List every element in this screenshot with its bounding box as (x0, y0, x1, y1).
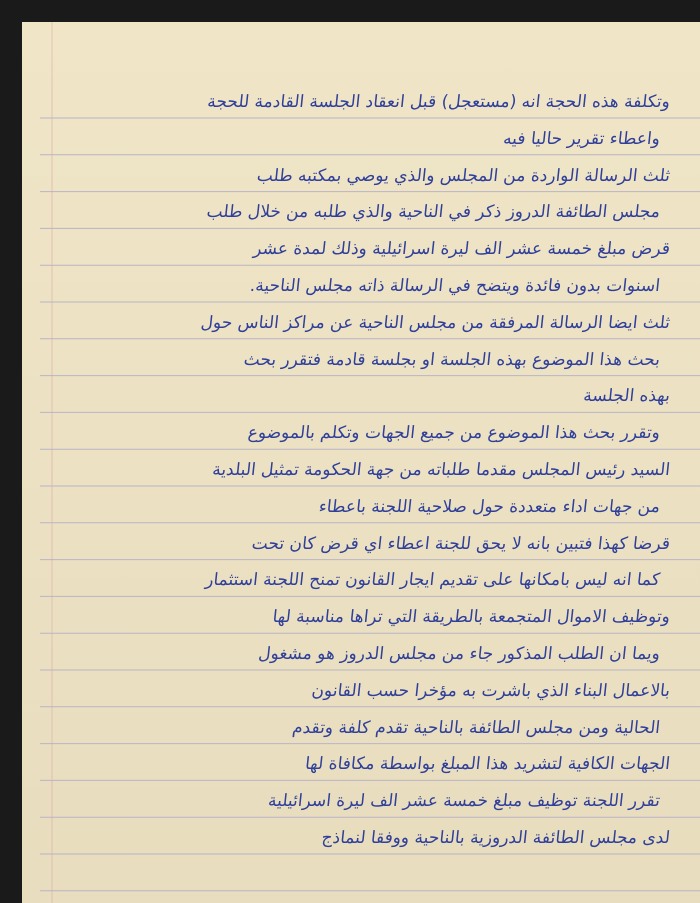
text-line: وتقرر بحث هذا الموضوع من جميع الجهات وتكلم بالموضوع (246, 423, 662, 444)
text-line: الحالية ومن مجلس الطائفة بالناحية تقدم كلفة وتقدم (291, 717, 662, 738)
text-line: وتوظيف الاموال المتجمعة بالطريقة التي تراها مناسبة لها (271, 607, 672, 628)
text-line: ثلث ايضا الرسالة المرفقة من مجلس الناحية عن مراكز الناس حول (199, 312, 672, 333)
text-line: واعطاء تقرير حاليا فيه (502, 128, 662, 149)
text-line: الجهات الكافية لتشريد هذا المبلغ بواسطة مكافاة لها (304, 754, 672, 775)
text-line: كما انه ليس بامكانها على تقديم ايجار القانون تمنح اللجنة استثمار (204, 570, 662, 591)
text-line: بهذه الجلسة (582, 386, 672, 407)
text-line: تقرر اللجنة توظيف مبلغ خمسة عشر الف ليرة اسرائيلية (267, 791, 662, 812)
text-line: لدى مجلس الطائفة الدروزية بالناحية ووفقا لنماذج (320, 828, 672, 848)
text-line: السيد رئيس المجلس مقدما طلباته من جهة الحكومة تمثيل البلدية (211, 460, 672, 480)
text-line: اسنوات بدون فائدة ويتضح في الرسالة ذاته مجلس الناحية. (248, 276, 662, 296)
text-line: ثلث الرسالة الواردة من المجلس والذي يوصي بمكتبه طلب (255, 165, 672, 186)
text-line: ويما ان الطلب المذكور جاء من مجلس الدروز هو مشغول (257, 644, 662, 664)
text-line: بالاعمال البناء الذي باشرت به مؤخرا حسب القانون (310, 680, 672, 701)
text-line: مجلس الطائفة الدروز ذكر في الناحية والذي طلبه من خلال طلب (205, 202, 662, 223)
text-line: قرض مبلغ خمسة عشر الف ليرة اسرائيلية وذلك لمدة عشر (252, 239, 672, 260)
text-line: قرضا كهذا فتبين بانه لا يحق للجنة اعطاء اي قرض كان تحت (250, 533, 672, 554)
text-line: بحث هذا الموضوع بهذه الجلسة او بجلسة قادمة فتقرر بحث (242, 349, 662, 370)
text-line: من جهات اداء متعددة حول صلاحية اللجنة باعطاء (317, 496, 662, 517)
text-line: وتكلفة هذه الحجة انه (مستعجل) قبل انعقاد الجلسة القادمة للحجة (206, 92, 672, 112)
